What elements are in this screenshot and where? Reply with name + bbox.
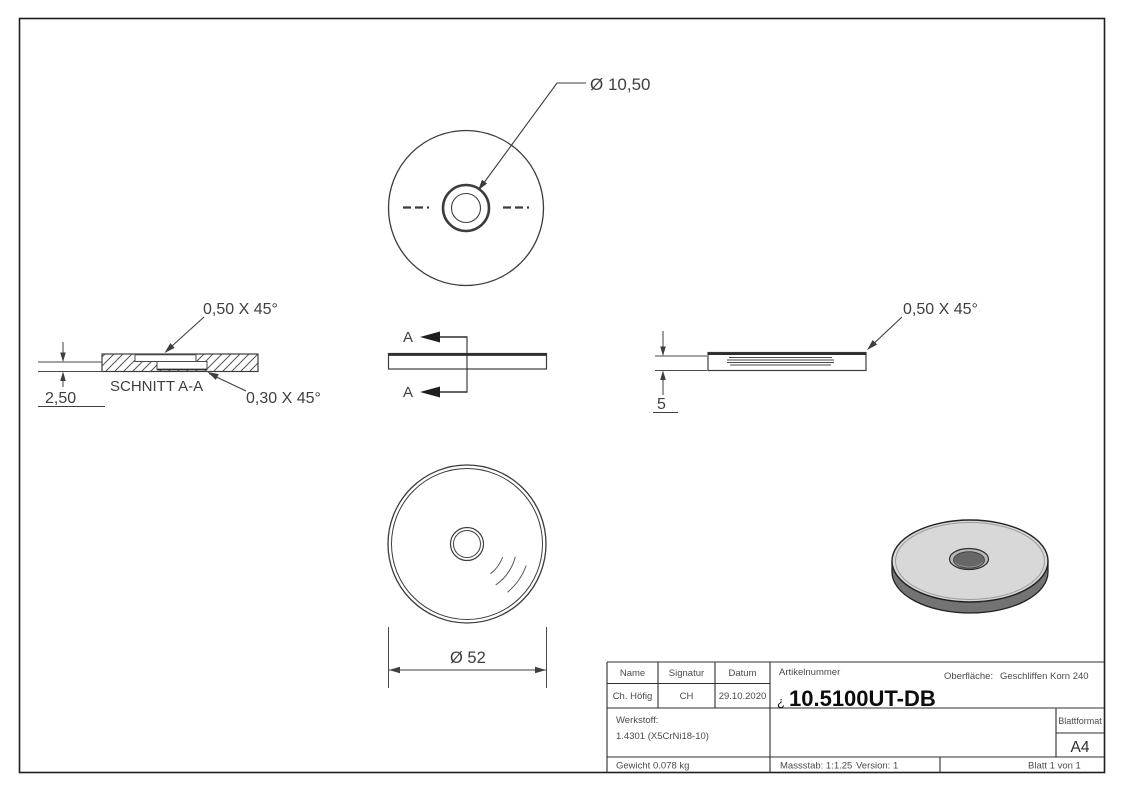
hole-chamfer-circle	[443, 185, 489, 231]
side-body	[708, 353, 866, 371]
chamfer-circle	[392, 469, 543, 620]
tb-value-signatur: CH	[679, 691, 694, 702]
dim-arrow-down-icon	[660, 347, 666, 357]
hole-circle	[451, 528, 484, 561]
tb-header-signatur: Signatur	[668, 668, 705, 679]
iso-view	[892, 520, 1048, 613]
washer-hole	[954, 552, 985, 569]
section-arrow-icon	[420, 332, 440, 343]
section-marker-top: A	[403, 329, 414, 346]
section-title: SCHNITT A-A	[110, 378, 204, 395]
outer-diameter-label: Ø 52	[450, 649, 486, 667]
tb-blattformat-label: Blattformat	[1058, 716, 1102, 726]
hole-step-lower	[157, 362, 207, 370]
tb-article-prefix: ¿	[777, 694, 785, 709]
tb-header-name: Name	[619, 668, 646, 679]
tb-header-artikelnummer: Artikelnummer	[779, 667, 841, 678]
dim-arrow-down-icon	[60, 353, 66, 363]
side-chamfer-label: 0,50 X 45°	[903, 301, 978, 318]
tb-massstab: Massstab: 1:1.25	[780, 760, 853, 772]
chamfer-side-view	[653, 317, 902, 413]
tb-article-number: 10.5100UT-DB	[789, 686, 936, 711]
dim-arrow-right-icon	[535, 667, 546, 673]
hole-step-upper	[135, 355, 196, 362]
tb-value-datum: 29.10.2020	[718, 691, 767, 702]
dim-arrow-left-icon	[389, 667, 400, 673]
tb-blatt: Blatt 1 von 1	[1028, 760, 1081, 772]
tb-oberflaeche-label: Oberfläche:	[944, 671, 994, 682]
tb-value-name: Ch. Höfig	[612, 691, 653, 702]
grind-mark-arc	[490, 557, 502, 574]
section-arrow-icon	[420, 387, 440, 398]
section-chamfer-bottom-label: 0,30 X 45°	[246, 390, 321, 407]
section-thickness-label: 2,50	[45, 390, 77, 407]
hole-circle	[452, 194, 481, 223]
section-marker-bottom: A	[403, 384, 414, 401]
tb-werkstoff-value: 1.4301 (X5CrNi18-10)	[616, 731, 709, 742]
top-view	[389, 83, 587, 286]
tb-werkstoff-label: Werkstoff:	[616, 715, 659, 726]
tb-gewicht: Gewicht 0.078 kg	[616, 760, 690, 772]
drawing-frame	[20, 19, 1105, 773]
grind-mark-arc	[496, 557, 516, 585]
tb-header-datum: Datum	[728, 668, 757, 679]
hole-chamfer-circle	[454, 531, 481, 558]
section-chamfer-top-label: 0,50 X 45°	[203, 301, 278, 318]
side-thickness-label: 5	[657, 396, 666, 413]
outer-circle	[388, 465, 546, 623]
tb-version: Version: 1	[856, 760, 899, 772]
tb-blattformat-value: A4	[1070, 739, 1090, 756]
hole-diameter-label: Ø 10,50	[590, 75, 651, 94]
tb-oberflaeche-value: Geschliffen Korn 240	[1000, 671, 1089, 682]
